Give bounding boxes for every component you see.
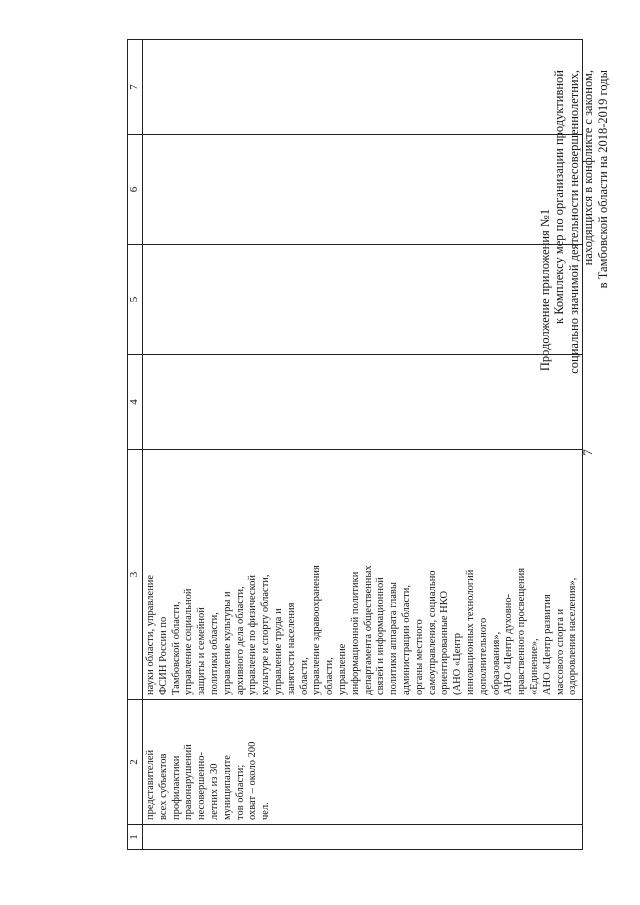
header-line: социально значимой деятельности несовершеннолетних, [566, 70, 581, 374]
column-number-row [128, 40, 143, 850]
column-number: 2 [128, 700, 143, 825]
table-cell-col4 [143, 355, 583, 450]
table-cell-executors: науки области, управление ФСИН России по Тамбовской области, управление социальной защиты и семейной политики области, управление культуры и архивного дела области, управление по физической культуре и спорту области, управление труда и занятости населения области, управление здравоохранения области, управление информационной политики департамента общественных связей и информационной политики аппарата главы администрации области, органы местного самоуправления, социально ориентированные НКО (АНО «Центр инновационных технологий дополнительного образования», АНО «Центр духовно- нравственного просвещения «Единение», АНО «Центр развития массового спорта и оздоровления населения», [143, 450, 583, 700]
table-cell-col6 [143, 135, 583, 245]
header-line: находящихся в конфликте с законом, [581, 70, 596, 266]
page-number: 7 [580, 449, 595, 456]
header-line: в Тамбовской области на 2018-2019 годы [595, 70, 610, 289]
column-number: 7 [128, 40, 143, 135]
header-line: к Комплексу мер по организации продуктивной [552, 70, 567, 324]
table-cell-number [143, 825, 583, 850]
column-number: 3 [128, 450, 143, 700]
table-cell-col5 [143, 245, 583, 355]
header-line: Продолжение приложения №1 [538, 208, 552, 372]
measures-table [127, 39, 583, 850]
table-row [143, 40, 583, 850]
table-cell-participants: представителей всех субъектов профилактики правонарушений несовершенно- летних из 30 муниципалите тов области; охват – около 200 чел. [143, 700, 583, 825]
column-number: 5 [128, 245, 143, 355]
table-cell-col7 [143, 40, 583, 135]
column-number: 4 [128, 355, 143, 450]
column-number: 6 [128, 135, 143, 245]
column-number: 1 [128, 825, 143, 850]
